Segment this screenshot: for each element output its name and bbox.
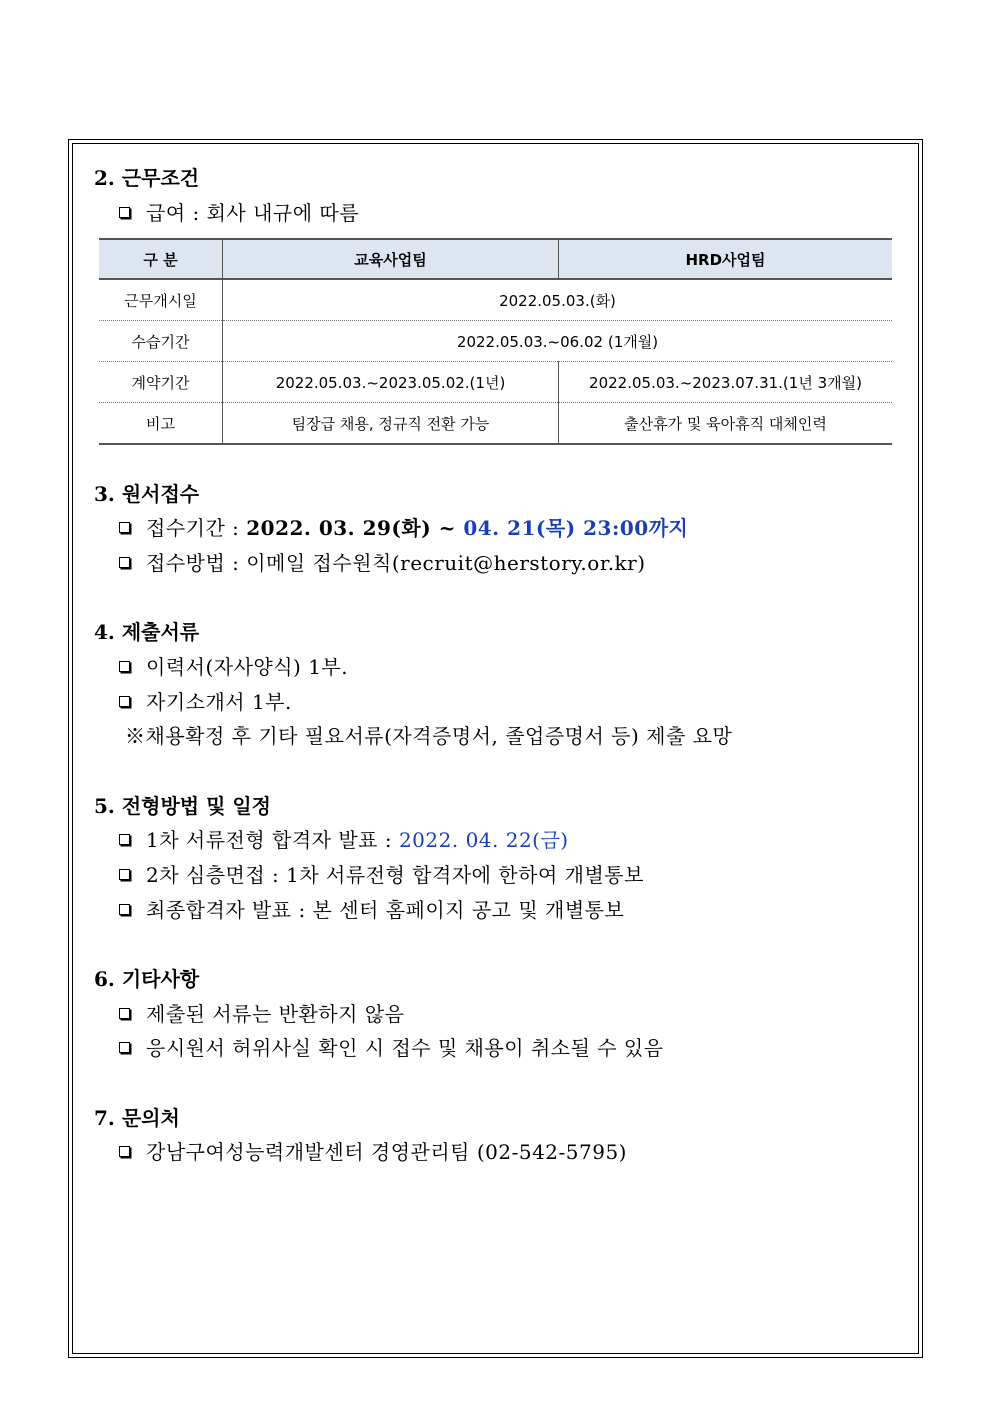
checkbox-icon [119, 661, 130, 672]
schedule-text: 2차 심층면접 : 1차 서류전형 합격자에 한하여 개별통보 [146, 863, 644, 887]
table-row [99, 403, 892, 445]
checkbox-icon [119, 1008, 130, 1019]
table-row [99, 362, 892, 403]
checkbox-icon [119, 1146, 130, 1157]
schedule-text: 최종합격자 발표 : 본 센터 홈페이지 공고 및 개별통보 [146, 898, 625, 922]
row-label: 근무개시일 [99, 279, 223, 321]
section-4-heading: 4. 제출서류 [94, 620, 200, 644]
document-item [119, 686, 292, 715]
contact-item [119, 1136, 627, 1165]
period-start: 2022. 03. 29(화) ~ [246, 516, 464, 540]
table-header-row [99, 239, 892, 279]
row-value: 2022.05.03.(화) [223, 279, 893, 321]
header-category: 구 분 [99, 239, 223, 279]
checkbox-icon [119, 696, 130, 707]
table-row [99, 321, 892, 362]
document-item [119, 651, 348, 680]
row-value-hrd: 출산휴가 및 육아휴직 대체인력 [559, 403, 893, 445]
schedule-date: 2022. 04. 22(금) [398, 828, 569, 852]
misc-item [119, 1032, 664, 1061]
misc-text: 응시원서 허위사실 확인 시 접수 및 채용이 취소될 수 있음 [146, 1036, 664, 1060]
documents-note: ※채용확정 후 기타 필요서류(자격증명서, 졸업증명서 등) 제출 요망 [125, 724, 733, 748]
row-label: 계약기간 [99, 362, 223, 403]
checkbox-icon [119, 1042, 130, 1053]
row-value: 2022.05.03.~06.02 (1개월) [223, 321, 893, 362]
document-text: 자기소개서 1부. [146, 690, 292, 714]
row-value-hrd: 2022.05.03.~2023.07.31.(1년 3개월) [559, 362, 893, 403]
schedule-item [119, 859, 644, 888]
section-7-heading: 7. 문의처 [94, 1106, 180, 1130]
period-end: 04. 21(목) 23:00까지 [463, 516, 689, 540]
checkbox-icon [119, 834, 130, 845]
method-text: 접수방법 : 이메일 접수원칙(recruit@herstory.or.kr) [146, 551, 646, 575]
row-label: 수습기간 [99, 321, 223, 362]
section-2-heading: 2. 근무조건 [94, 166, 200, 190]
application-period-item [119, 512, 688, 541]
schedule-item [119, 824, 569, 853]
section-5-heading: 5. 전형방법 및 일정 [94, 794, 272, 818]
contact-text: 강남구여성능력개발센터 경영관리팀 (02-542-5795) [146, 1140, 627, 1164]
section-6-heading: 6. 기타사항 [94, 967, 200, 991]
misc-item [119, 998, 404, 1027]
work-conditions-table [99, 238, 892, 445]
period-label: 접수기간 : [146, 516, 247, 540]
application-method-item [119, 547, 646, 576]
checkbox-icon [119, 557, 130, 568]
table-row [99, 279, 892, 321]
row-value-edu: 팀장급 채용, 정규직 전환 가능 [223, 403, 559, 445]
schedule-item [119, 894, 624, 923]
salary-text: 급여 : 회사 내규에 따름 [146, 201, 360, 225]
schedule-label: 1차 서류전형 합격자 발표 : [146, 828, 399, 852]
header-hrd-team: HRD사업팀 [559, 239, 893, 279]
row-label: 비고 [99, 403, 223, 445]
document-text: 이력서(자사양식) 1부. [146, 655, 349, 679]
checkbox-icon [119, 522, 130, 533]
section-3-heading: 3. 원서접수 [94, 482, 200, 506]
checkbox-icon [119, 869, 130, 880]
checkbox-icon [119, 207, 130, 218]
header-edu-team: 교육사업팀 [223, 239, 559, 279]
checkbox-icon [119, 904, 130, 915]
misc-text: 제출된 서류는 반환하지 않음 [146, 1002, 405, 1026]
row-value-edu: 2022.05.03.~2023.05.02.(1년) [223, 362, 559, 403]
salary-item [119, 197, 359, 226]
